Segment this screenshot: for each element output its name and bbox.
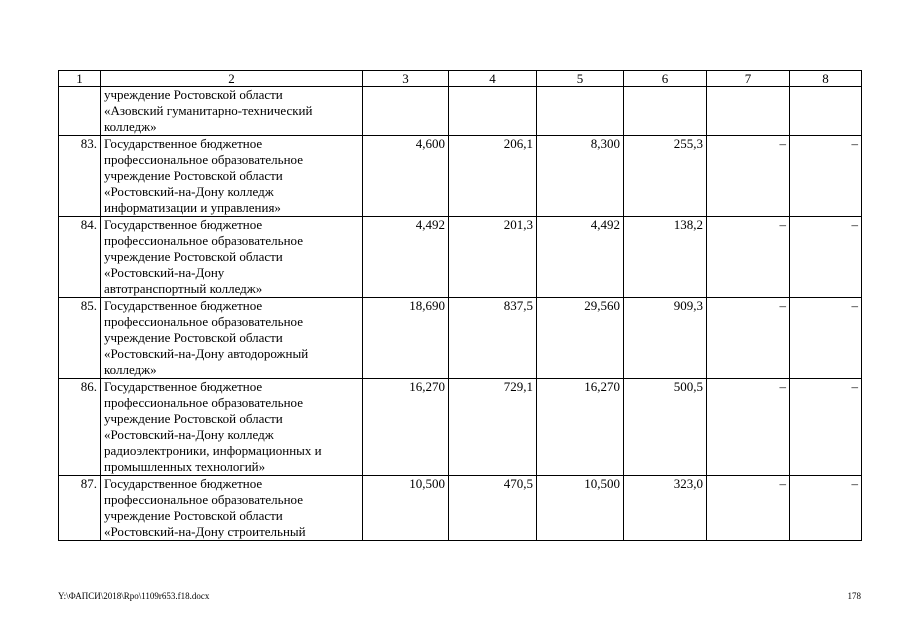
footer-file-path: Y:\ФАПСИ\2018\Rpo\1109r653.f18.docx: [58, 591, 210, 601]
row-number-cell: 84.: [59, 217, 101, 298]
column-3-cell: 10,500: [363, 476, 449, 541]
table-row: [59, 476, 862, 541]
column-4-cell: 729,1: [449, 379, 537, 476]
table-header-row: [59, 71, 862, 87]
column-3-cell: 4,492: [363, 217, 449, 298]
table-row: [59, 379, 862, 476]
column-7-cell: –: [707, 298, 790, 379]
column-3-cell: 16,270: [363, 379, 449, 476]
column-5-cell: 16,270: [537, 379, 624, 476]
column-header-3: 3: [363, 71, 449, 87]
column-6-cell: 255,3: [624, 136, 707, 217]
column-8-cell: [790, 87, 862, 136]
column-8-cell: –: [790, 217, 862, 298]
data-table: [58, 70, 862, 541]
column-6-cell: 500,5: [624, 379, 707, 476]
table-row: [59, 217, 862, 298]
column-7-cell: [707, 87, 790, 136]
row-number-cell: 87.: [59, 476, 101, 541]
column-5-cell: 10,500: [537, 476, 624, 541]
column-8-cell: –: [790, 476, 862, 541]
column-8-cell: –: [790, 298, 862, 379]
column-header-2: 2: [101, 71, 363, 87]
column-8-cell: –: [790, 379, 862, 476]
column-3-cell: [363, 87, 449, 136]
table-row: [59, 87, 862, 136]
column-6-cell: 909,3: [624, 298, 707, 379]
column-header-5: 5: [537, 71, 624, 87]
column-7-cell: –: [707, 476, 790, 541]
row-number-cell: [59, 87, 101, 136]
institution-name-cell: Государственное бюджетное профессиональное образовательное учреждение Ростовской области «Ростовский-на-Дону колледж радиоэлектроники, информационных и промышленных технологий»: [101, 379, 363, 476]
column-header-7: 7: [707, 71, 790, 87]
column-4-cell: [449, 87, 537, 136]
column-4-cell: 201,3: [449, 217, 537, 298]
column-3-cell: 4,600: [363, 136, 449, 217]
table-row: [59, 136, 862, 217]
column-5-cell: 4,492: [537, 217, 624, 298]
column-header-1: 1: [59, 71, 101, 87]
institution-name-cell: Государственное бюджетное профессиональное образовательное учреждение Ростовской области «Ростовский-на-Дону колледж информатизации и управления»: [101, 136, 363, 217]
institution-name-cell: Государственное бюджетное профессиональное образовательное учреждение Ростовской области «Ростовский-на-Дону автотранспортный колледж»: [101, 217, 363, 298]
column-6-cell: 323,0: [624, 476, 707, 541]
row-number-cell: 86.: [59, 379, 101, 476]
row-number-cell: 83.: [59, 136, 101, 217]
column-3-cell: 18,690: [363, 298, 449, 379]
column-5-cell: 29,560: [537, 298, 624, 379]
column-6-cell: 138,2: [624, 217, 707, 298]
column-4-cell: 837,5: [449, 298, 537, 379]
table-row: [59, 298, 862, 379]
column-6-cell: [624, 87, 707, 136]
column-7-cell: –: [707, 136, 790, 217]
institution-name-cell: Государственное бюджетное профессиональное образовательное учреждение Ростовской области «Ростовский-на-Дону строительный: [101, 476, 363, 541]
column-header-8: 8: [790, 71, 862, 87]
row-number-cell: 85.: [59, 298, 101, 379]
column-8-cell: –: [790, 136, 862, 217]
column-header-4: 4: [449, 71, 537, 87]
column-4-cell: 206,1: [449, 136, 537, 217]
column-header-6: 6: [624, 71, 707, 87]
column-5-cell: [537, 87, 624, 136]
column-4-cell: 470,5: [449, 476, 537, 541]
footer-page-number: 178: [847, 591, 861, 601]
column-5-cell: 8,300: [537, 136, 624, 217]
institution-name-cell: учреждение Ростовской области «Азовский гуманитарно-технический колледж»: [101, 87, 363, 136]
column-7-cell: –: [707, 217, 790, 298]
institution-name-cell: Государственное бюджетное профессиональное образовательное учреждение Ростовской области «Ростовский-на-Дону автодорожный колледж»: [101, 298, 363, 379]
column-7-cell: –: [707, 379, 790, 476]
